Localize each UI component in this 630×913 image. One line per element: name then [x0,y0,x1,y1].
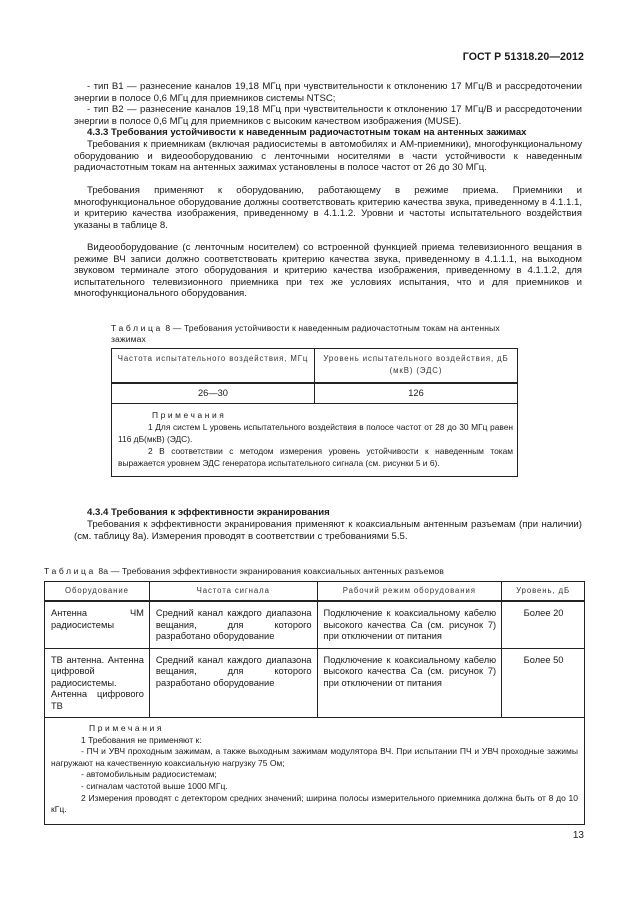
table-8a-cell-level: Более 50 [502,648,585,718]
table-8a-cell-equipment: Антенна ЧМ радиосистемы [45,601,150,648]
table-8a-notes [45,718,585,825]
section-heading-4-3-3: 4.3.3 Требования устойчивости к наведенным радиочастотным токам на антенных зажимах [87,127,527,138]
table-8a [44,581,585,825]
table-8a-notes-title: Примечания [89,723,165,733]
table-row [45,648,585,718]
paragraph-type-b2: - тип В2 — разнесение каналов 19,18 МГц при чувствительности к отклонению 17 МГц/В и рассредоточении энергии в полосе 0,6 МГц для приемников с высоким качеством изображения (MUSE). [74,104,582,127]
table-8a-header-level: Уровень, дБ [502,582,585,602]
table-8a-cell-frequency: Средний канал каждого диапазона вещания, для которого разработано оборудование [149,601,317,648]
table-8a-cell-mode: Подключение к коаксиальному кабелю высокого качества Са (см. рисунок 7) при отключении от питания [317,601,502,648]
table-8a-caption: Таблица 8а — Требования эффективности экранирования коаксиальных антенных разъемов [44,566,444,576]
table-8a-note-2: 2 Измерения проводят с детектором средних значений; ширина полосы измерительного приемника должна быть от 8 до 10 кГц. [51,792,578,815]
table-8-cell-frequency: 26—30 [112,383,315,404]
table-row [45,601,585,648]
table-8-note-1: 1 Для систем L уровень испытательного воздействия в полосе частот от 28 до 30 МГц равен 116 дБ(мкВ) (ЭДС). [118,422,513,444]
table-8-caption: Таблица 8 — Требования устойчивости к наведенным радиочастотным токам на антенных зажимах [111,323,500,344]
table-8-notes [112,404,518,477]
paragraph-receiver-requirements: Требования к приемникам (включая радиосистемы в автомобилях и АМ-приемники), многофункциональному оборудованию и видеооборудованию с ленточными носителями в части устойчивости к наведенным радиочастотным токам на антенных зажимах установлены в полосе частот от 26 до 30 МГц. [74,139,582,173]
standard-designation: ГОСТ Р 51318.20—2012 [462,51,584,63]
table-8-cell-level: 126 [315,383,518,404]
table-8a-note-1a: - ПЧ и УВЧ проходным зажимам, а также выходным зажимам модулятора ВЧ. При испытании ПЧ и УВЧ проходные зажимы нагружают на качественную коаксиальную нагрузку 75 Ом; [51,746,578,768]
table-8-note-2: 2 В соответствии с методом измерения уровень устойчивости к наведенным токам выражается уровнем ЭДС генератора испытательного сигнала (см. рисунки 5 и 6). [118,446,513,468]
table-8a-cell-mode: Подключение к коаксиальному кабелю высокого качества Са (см. рисунок 7) при отключении от питания [317,648,502,718]
table-8-notes-title: Примечания [152,410,227,420]
table-8a-header-frequency: Частота сигнала [149,582,317,602]
page-number: 13 [572,830,584,841]
table-8a-note-1: 1 Требования не применяют к: [81,734,202,745]
paragraph-video-equipment: Видеооборудование (с ленточным носителем) со встроенной функцией приема телевизионного вещания в режиме ВЧ записи должно соответствовать критерию качества звука, приведенному в 4.1.1.1, на выходном звуковом терминале этого оборудования и критерию качества изображения, приведенному в 4.1.1.2, для испытательного телевизионного приемника при тех же условиях испытания, что и для приемников и многофункционального оборудования. [74,242,582,299]
table-8-header-level: Уровень испытательного воздействия, дБ (мкВ) (ЭДС) [315,349,518,384]
table-8a-note-1c: - сигналам частотой выше 1000 МГц. [81,780,228,791]
table-8a-cell-level: Более 20 [502,601,585,648]
table-8a-header-equipment: Оборудование [45,582,150,602]
section-heading-4-3-4: 4.3.4 Требования к эффективности экранирования [87,507,330,518]
paragraph-shielding-requirements: Требования к эффективности экранирования применяют к коаксиальным антенным разъемам (при наличии) (см. таблицу 8а). Измерения проводят в соответствии с требованиями 5.5. [74,519,582,542]
paragraph-type-b1: - тип В1 — разнесение каналов 19,18 МГц при чувствительности к отклонению 17 МГц/В и рассредоточении энергии в полосе 0,6 МГц для приемников системы NTSC; [74,81,582,104]
table-8-header-frequency: Частота испытательного воздействия, МГц [112,349,315,384]
table-8a-note-1b: - автомобильным радиосистемам; [81,769,217,780]
table-8a-header-mode: Рабочий режим оборудования [317,582,502,602]
table-8a-cell-frequency: Средний канал каждого диапазона вещания, для которого разработано оборудование [149,648,317,718]
paragraph-receive-mode: Требования применяют к оборудованию, работающему в режиме приема. Приемники и многофункциональное оборудование должны соответствовать критерию качества звука, приведенному в 4.1.1.1, и критерию качества изображения, приведенному в 4.1.1.2. Уровни и частоты испытательного воздействия указаны в таблице 8. [74,185,582,231]
table-8 [111,348,518,477]
table-8a-cell-equipment: ТВ антенна. Антенна цифровой радиосистемы. Антенна цифрового ТВ [45,648,150,718]
